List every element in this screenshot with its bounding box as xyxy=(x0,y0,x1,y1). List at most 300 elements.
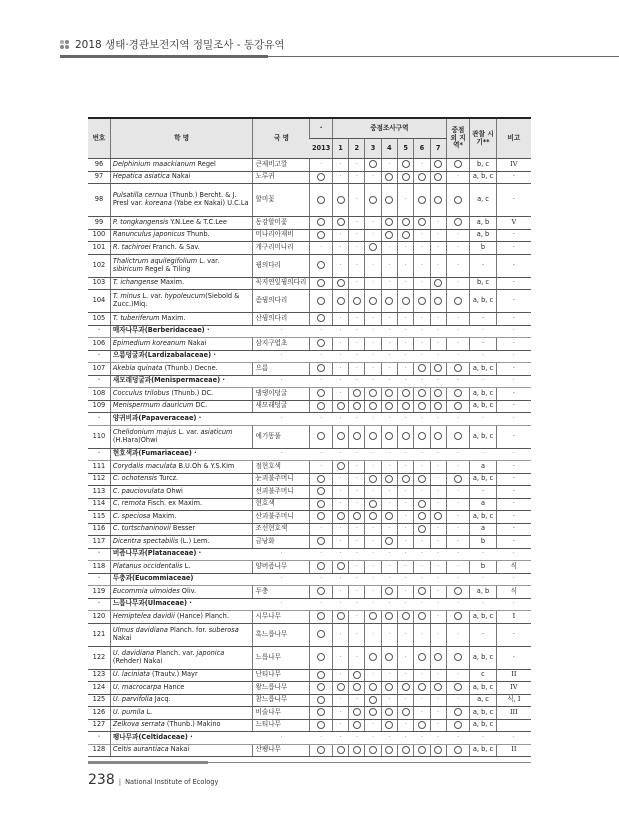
korean-name: 좀꿩의다리 xyxy=(253,290,310,313)
empty-cell: · xyxy=(332,598,348,611)
note: · xyxy=(496,646,531,669)
species-table xyxy=(88,117,531,757)
presence-zone-1 xyxy=(332,682,348,695)
row-number: 107 xyxy=(88,363,110,376)
presence-zone-2 xyxy=(349,523,365,536)
presence-circle-icon xyxy=(317,297,325,305)
note: · xyxy=(496,290,531,313)
empty-cell: · xyxy=(397,325,413,338)
presence-zone-4 xyxy=(381,277,397,290)
absence-dot: · xyxy=(355,499,358,508)
presence-zone-2 xyxy=(349,682,365,695)
presence-circle-icon xyxy=(402,683,410,691)
presence-zone-1 xyxy=(332,338,348,351)
presence-zone-3 xyxy=(365,523,381,536)
presence-zone-3 xyxy=(365,719,381,732)
author: Ohwi xyxy=(164,486,183,495)
absence-dot: · xyxy=(404,461,407,470)
table-row xyxy=(88,523,531,536)
presence-zone-6 xyxy=(414,159,430,172)
presence-zone-1 xyxy=(332,611,348,624)
presence-zone-2 xyxy=(349,425,365,448)
presence-zone-4 xyxy=(381,217,397,230)
presence-zone-4 xyxy=(381,486,397,499)
empty-cell: · xyxy=(365,573,381,586)
family-row xyxy=(88,375,531,388)
presence-circle-icon xyxy=(418,402,426,410)
presence-circle-icon xyxy=(317,432,325,440)
empty-cell: · xyxy=(430,548,446,561)
observation-period: · xyxy=(470,338,496,351)
genus-species: Thalictrum aquilegifolium xyxy=(112,256,198,265)
presence-zone-3 xyxy=(365,217,381,230)
korean-name: · xyxy=(253,448,310,461)
row-number: 128 xyxy=(88,744,110,757)
row-number: 117 xyxy=(88,536,110,549)
presence-circle-icon xyxy=(317,389,325,397)
absence-dot: · xyxy=(355,230,358,239)
presence-zone-5 xyxy=(397,694,413,707)
presence-zone-4 xyxy=(381,719,397,732)
scientific-name xyxy=(110,707,253,720)
presence-zone-3 xyxy=(365,425,381,448)
presence-2013 xyxy=(310,498,332,511)
header-outside-zone: 중점외 지역* xyxy=(446,118,469,159)
presence-outside xyxy=(446,646,469,669)
empty-cell: · xyxy=(365,413,381,426)
korean-name: · xyxy=(253,350,310,363)
presence-circle-icon xyxy=(317,402,325,410)
absence-dot: · xyxy=(372,629,375,638)
empty-cell: · xyxy=(446,325,469,338)
presence-zone-1 xyxy=(332,523,348,536)
presence-zone-3 xyxy=(365,313,381,326)
presence-zone-5 xyxy=(397,523,413,536)
presence-circle-icon xyxy=(418,432,426,440)
presence-2013 xyxy=(310,338,332,351)
absence-dot: · xyxy=(372,260,375,269)
absence-dot: · xyxy=(457,260,460,269)
presence-circle-icon xyxy=(454,364,462,372)
presence-circle-icon xyxy=(353,512,361,520)
presence-zone-3 xyxy=(365,159,381,172)
footer-separator: | xyxy=(118,778,122,786)
author: Maxim. xyxy=(159,313,186,322)
presence-2013 xyxy=(310,159,332,172)
table-row xyxy=(88,277,531,290)
absence-dot: · xyxy=(339,260,342,269)
presence-zone-3 xyxy=(365,388,381,401)
korean-name: 느릅나무 xyxy=(253,646,310,669)
absence-dot: · xyxy=(420,230,423,239)
header-zone-3: 3 xyxy=(365,139,381,159)
absence-dot: · xyxy=(372,217,375,226)
empty-cell: · xyxy=(381,375,397,388)
presence-zone-3 xyxy=(365,707,381,720)
observation-period: b xyxy=(470,536,496,549)
family-name: 팽나무과(Celtidaceae) · xyxy=(110,732,253,745)
presence-zone-6 xyxy=(414,523,430,536)
presence-circle-icon xyxy=(454,683,462,691)
empty-cell: · xyxy=(365,325,381,338)
presence-zone-2 xyxy=(349,669,365,682)
empty-cell: · xyxy=(365,732,381,745)
table-row xyxy=(88,184,531,217)
presence-circle-icon xyxy=(402,389,410,397)
presence-zone-3 xyxy=(365,184,381,217)
presence-zone-7 xyxy=(430,290,446,313)
empty-cell: · xyxy=(381,325,397,338)
family-row xyxy=(88,573,531,586)
presence-2013 xyxy=(310,586,332,599)
scientific-name xyxy=(110,473,253,486)
presence-zone-6 xyxy=(414,719,430,732)
row-number: 110 xyxy=(88,425,110,448)
infraspecific-name: asiaticum xyxy=(200,427,233,436)
family-row xyxy=(88,448,531,461)
presence-zone-7 xyxy=(430,536,446,549)
presence-zone-7 xyxy=(430,425,446,448)
korean-name: 개구리미나리 xyxy=(253,242,310,255)
row-number: 118 xyxy=(88,561,110,574)
korean-name: 양버즘나무 xyxy=(253,561,310,574)
row-number: 127 xyxy=(88,719,110,732)
presence-zone-1 xyxy=(332,277,348,290)
presence-circle-icon xyxy=(317,653,325,661)
row-number: 96 xyxy=(88,159,110,172)
family-name: 매자나무과(Berberidaceae) · xyxy=(110,325,253,338)
presence-zone-5 xyxy=(397,290,413,313)
presence-circle-icon xyxy=(418,721,426,729)
absence-dot: · xyxy=(404,586,407,595)
presence-circle-icon xyxy=(369,160,377,168)
row-number: 119 xyxy=(88,586,110,599)
presence-zone-6 xyxy=(414,217,430,230)
absence-dot: · xyxy=(420,260,423,269)
author: Nakai xyxy=(185,338,207,347)
genus-species: T. ichangense xyxy=(112,278,159,287)
absence-dot: · xyxy=(339,536,342,545)
note: III xyxy=(496,707,531,720)
presence-circle-icon xyxy=(317,196,325,204)
observation-period: a, b, c xyxy=(470,707,496,720)
empty-cell: · xyxy=(397,732,413,745)
presence-circle-icon xyxy=(317,314,325,322)
author: Franch. & Sav. xyxy=(150,242,200,251)
author: Besser xyxy=(170,524,196,533)
presence-zone-2 xyxy=(349,363,365,376)
presence-zone-3 xyxy=(365,611,381,624)
author: Jacq. xyxy=(152,695,171,704)
presence-2013 xyxy=(310,400,332,413)
presence-zone-1 xyxy=(332,744,348,757)
absence-dot: · xyxy=(355,217,358,226)
note: I xyxy=(496,611,531,624)
presence-outside xyxy=(446,277,469,290)
presence-circle-icon xyxy=(337,512,345,520)
empty-cell: · xyxy=(332,548,348,561)
author: (Thunb.) DC. xyxy=(169,388,214,397)
presence-zone-1 xyxy=(332,313,348,326)
presence-2013 xyxy=(310,171,332,184)
header-zone-2: 2 xyxy=(349,139,365,159)
absence-dot: · xyxy=(355,172,358,181)
empty-cell: · xyxy=(349,350,365,363)
absence-dot: · xyxy=(372,536,375,545)
row-number: 102 xyxy=(88,254,110,277)
author: L. var. xyxy=(140,292,165,301)
page-header xyxy=(60,36,619,59)
table-row xyxy=(88,400,531,413)
presence-circle-icon xyxy=(418,389,426,397)
presence-circle-icon xyxy=(402,231,410,239)
presence-zone-1 xyxy=(332,707,348,720)
family-row xyxy=(88,350,531,363)
empty-cell: · xyxy=(381,413,397,426)
absence-dot: · xyxy=(372,586,375,595)
presence-zone-4 xyxy=(381,694,397,707)
presence-2013 xyxy=(310,623,332,646)
row-number: 101 xyxy=(88,242,110,255)
presence-circle-icon xyxy=(385,653,393,661)
infraspecific-name: suberosa xyxy=(208,625,239,634)
presence-zone-2 xyxy=(349,277,365,290)
presence-circle-icon xyxy=(317,173,325,181)
presence-zone-3 xyxy=(365,682,381,695)
presence-zone-6 xyxy=(414,277,430,290)
presence-outside xyxy=(446,473,469,486)
header-zone-4: 4 xyxy=(381,139,397,159)
absence-dot: · xyxy=(355,461,358,470)
absence-dot: · xyxy=(339,230,342,239)
presence-zone-3 xyxy=(365,486,381,499)
page-footer xyxy=(88,772,218,788)
table-row xyxy=(88,646,531,669)
row-number: 126 xyxy=(88,707,110,720)
presence-outside xyxy=(446,290,469,313)
absence-dot: · xyxy=(388,313,391,322)
presence-zone-6 xyxy=(414,646,430,669)
presence-circle-icon xyxy=(454,612,462,620)
presence-circle-icon xyxy=(385,708,393,716)
author: L. xyxy=(182,561,191,570)
row-number: 123 xyxy=(88,669,110,682)
absence-dot: · xyxy=(437,524,440,533)
row-number: 115 xyxy=(88,511,110,524)
scientific-name xyxy=(110,229,253,242)
presence-zone-7 xyxy=(430,523,446,536)
empty-cell: · xyxy=(365,448,381,461)
row-number: · xyxy=(88,448,110,461)
presence-zone-7 xyxy=(430,682,446,695)
presence-2013 xyxy=(310,184,332,217)
note: 식 xyxy=(496,586,531,599)
presence-outside xyxy=(446,338,469,351)
presence-2013 xyxy=(310,707,332,720)
author: Nakai xyxy=(169,172,191,181)
author: (Hance) Planch. xyxy=(174,611,229,620)
presence-outside xyxy=(446,425,469,448)
author: Maxim. xyxy=(158,278,185,287)
presence-zone-5 xyxy=(397,400,413,413)
scientific-name xyxy=(110,425,253,448)
author: (Thunb.) Makino xyxy=(164,720,221,729)
presence-zone-5 xyxy=(397,242,413,255)
presence-zone-5 xyxy=(397,719,413,732)
presence-circle-icon xyxy=(369,746,377,754)
presence-zone-7 xyxy=(430,473,446,486)
presence-zone-1 xyxy=(332,290,348,313)
presence-circle-icon xyxy=(317,231,325,239)
korean-name: · xyxy=(253,732,310,745)
presence-2013 xyxy=(310,254,332,277)
author: Regel xyxy=(195,159,216,168)
table-row xyxy=(88,486,531,499)
scientific-name xyxy=(110,388,253,401)
observation-period: · xyxy=(470,486,496,499)
korean-name: 두충 xyxy=(253,586,310,599)
footer-rule xyxy=(88,761,531,765)
genus-species: C. remota xyxy=(112,499,146,508)
presence-zone-7 xyxy=(430,623,446,646)
presence-circle-icon xyxy=(317,612,325,620)
observation-period: b xyxy=(470,242,496,255)
header-rule xyxy=(60,55,619,59)
scientific-name xyxy=(110,159,253,172)
genus-species: T. tuberiferum xyxy=(112,313,160,322)
genus-species: Ulmus davidiana xyxy=(112,625,168,634)
absence-dot: · xyxy=(437,707,440,716)
observation-period: b, c xyxy=(470,277,496,290)
author: Maxim. xyxy=(150,511,177,520)
absence-dot: · xyxy=(355,561,358,570)
table-body xyxy=(88,159,531,757)
absence-dot: · xyxy=(457,629,460,638)
genus-species: R. tachiroei xyxy=(112,242,151,251)
genus-species: P. tongkangensis xyxy=(112,217,169,226)
note: · xyxy=(496,486,531,499)
row-number: · xyxy=(88,548,110,561)
absence-dot: · xyxy=(388,242,391,251)
presence-zone-7 xyxy=(430,561,446,574)
row-number: · xyxy=(88,598,110,611)
presence-zone-1 xyxy=(332,171,348,184)
family-row xyxy=(88,732,531,745)
presence-zone-3 xyxy=(365,229,381,242)
header-no: 번호 xyxy=(88,118,110,159)
absence-dot: · xyxy=(420,338,423,347)
note: II xyxy=(496,669,531,682)
presence-zone-2 xyxy=(349,498,365,511)
presence-circle-icon xyxy=(418,218,426,226)
observation-period: a, b, c xyxy=(470,363,496,376)
empty-cell: · xyxy=(381,350,397,363)
presence-circle-icon xyxy=(385,746,393,754)
absence-dot: · xyxy=(339,586,342,595)
absence-dot: · xyxy=(404,195,407,204)
presence-outside xyxy=(446,623,469,646)
presence-circle-icon xyxy=(434,196,442,204)
empty-cell: · xyxy=(332,350,348,363)
presence-2013 xyxy=(310,561,332,574)
absence-dot: · xyxy=(437,486,440,495)
scientific-name xyxy=(110,719,253,732)
absence-dot: · xyxy=(339,159,342,168)
absence-dot: · xyxy=(437,499,440,508)
observation-period: · xyxy=(470,254,496,277)
presence-circle-icon xyxy=(353,708,361,716)
empty-cell: · xyxy=(414,325,430,338)
presence-circle-icon xyxy=(317,683,325,691)
author: (Trautv.) Mayr xyxy=(149,670,198,679)
presence-zone-2 xyxy=(349,623,365,646)
presence-circle-icon xyxy=(418,587,426,595)
observation-period: a, b, c xyxy=(470,744,496,757)
presence-outside xyxy=(446,388,469,401)
absence-dot: · xyxy=(457,511,460,520)
empty-cell: · xyxy=(446,375,469,388)
family-name: 두충과(Eucommiaceae) xyxy=(110,573,253,586)
absence-dot: · xyxy=(404,652,407,661)
table-row xyxy=(88,254,531,277)
presence-zone-2 xyxy=(349,338,365,351)
korean-name: 비술나무 xyxy=(253,707,310,720)
genus-species: Delphinium maackianum xyxy=(112,159,196,168)
empty-cell: · xyxy=(496,548,531,561)
presence-circle-icon xyxy=(385,612,393,620)
presence-zone-4 xyxy=(381,363,397,376)
table-row xyxy=(88,623,531,646)
presence-2013 xyxy=(310,523,332,536)
family-name: 버즘나무과(Platanaceae) · xyxy=(110,548,253,561)
korean-name: 애기똥풀 xyxy=(253,425,310,448)
table-header xyxy=(88,118,531,159)
presence-zone-2 xyxy=(349,171,365,184)
presence-outside xyxy=(446,669,469,682)
family-name: 느릅나무과(Ulmaceae) · xyxy=(110,598,253,611)
presence-zone-4 xyxy=(381,744,397,757)
header-korean-name: 국 명 xyxy=(253,118,310,159)
presence-circle-icon xyxy=(369,196,377,204)
presence-circle-icon xyxy=(454,653,462,661)
absence-dot: · xyxy=(388,461,391,470)
presence-zone-4 xyxy=(381,290,397,313)
presence-zone-4 xyxy=(381,586,397,599)
absence-dot: · xyxy=(404,629,407,638)
genus-species: Celtis aurantiaca xyxy=(112,745,169,754)
presence-circle-icon xyxy=(369,475,377,483)
presence-2013 xyxy=(310,511,332,524)
empty-cell: · xyxy=(349,548,365,561)
empty-cell: · xyxy=(470,448,496,461)
scientific-name xyxy=(110,523,253,536)
presence-zone-4 xyxy=(381,611,397,624)
empty-cell: · xyxy=(397,413,413,426)
observation-period: a, c xyxy=(470,694,496,707)
scientific-name xyxy=(110,744,253,757)
absence-dot: · xyxy=(320,159,323,168)
header-zone-7: 7 xyxy=(430,139,446,159)
genus-species: Hemiptelea davidii xyxy=(112,611,175,620)
empty-cell: · xyxy=(430,413,446,426)
presence-zone-2 xyxy=(349,561,365,574)
presence-outside xyxy=(446,744,469,757)
empty-cell: · xyxy=(349,375,365,388)
absence-dot: · xyxy=(457,524,460,533)
presence-circle-icon xyxy=(434,432,442,440)
header-zone-6: 6 xyxy=(414,139,430,159)
presence-zone-1 xyxy=(332,217,348,230)
